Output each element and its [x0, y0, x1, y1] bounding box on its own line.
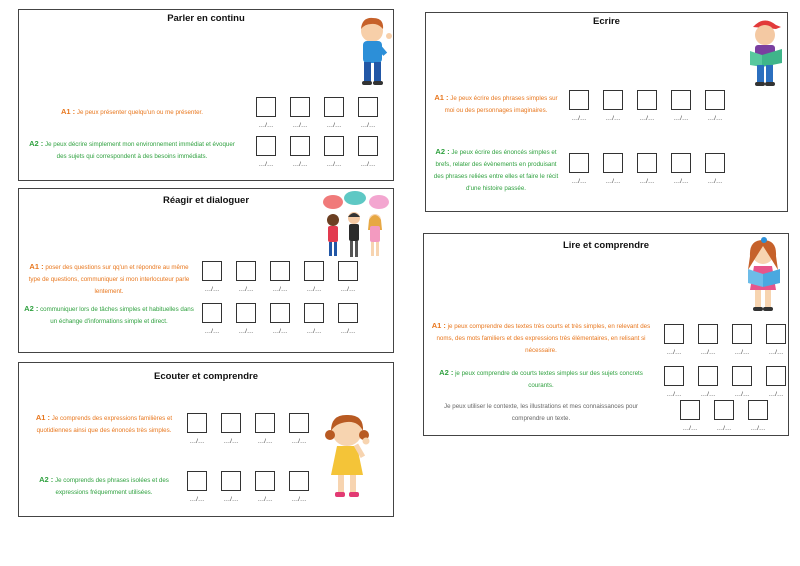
level-a1-text: je peux comprendre des textes très courts et très simples, en relevant des noms, des mots familiers et des expressions très élémentaires, en relisant si nécessaire.: [436, 323, 651, 354]
note-description: Je peux utiliser le contexte, les illustrations et mes connaissances pour comprendre un texte.: [444, 403, 638, 422]
score-placeholder: …/…: [750, 425, 766, 432]
score-box[interactable]: [290, 136, 310, 156]
a2-score-boxes: [249, 136, 385, 168]
a2-score-boxes: [180, 471, 316, 503]
level-a2-text: Je peux décrire simplement mon environnement immédiat et évoquer des sujets qui correspondent à des besoins immédiats.: [45, 141, 235, 160]
score-placeholder: …/…: [666, 391, 682, 398]
a1-score-boxes: [562, 90, 732, 122]
score-placeholder: …/…: [571, 178, 587, 185]
score-placeholder: …/…: [716, 425, 732, 432]
score-placeholder: …/…: [257, 496, 273, 503]
panel-title: Ecouter et comprendre: [154, 371, 258, 382]
score-placeholder: …/…: [682, 425, 698, 432]
score-box[interactable]: [202, 261, 222, 281]
level-a2-tag: A2 :: [435, 147, 450, 156]
a1-score-boxes: [195, 261, 365, 293]
score-placeholder: …/…: [204, 286, 220, 293]
level-a1-description: [29, 106, 235, 119]
score-box[interactable]: [338, 303, 358, 323]
score-box[interactable]: [236, 303, 256, 323]
score-placeholder: …/…: [306, 286, 322, 293]
score-box[interactable]: [358, 136, 378, 156]
score-box[interactable]: [603, 90, 623, 110]
score-placeholder: …/…: [340, 286, 356, 293]
score-box[interactable]: [705, 90, 725, 110]
level-a2-description: [29, 138, 235, 163]
boy-pointing-illustration: [356, 14, 396, 90]
panel-ecouter-et-comprendre: [18, 362, 394, 517]
level-a2-description: [430, 146, 562, 195]
girl-reading-illustration: [742, 236, 786, 316]
panel-ecrire: [425, 12, 788, 212]
a1-score-boxes: [657, 324, 793, 356]
score-placeholder: …/…: [605, 178, 621, 185]
panel-parler-en-continu: [18, 9, 394, 181]
score-placeholder: …/…: [734, 391, 750, 398]
score-box[interactable]: [304, 261, 324, 281]
score-placeholder: …/…: [272, 286, 288, 293]
score-box[interactable]: [637, 153, 657, 173]
level-a2-tag: A2 :: [29, 139, 44, 148]
score-box[interactable]: [358, 97, 378, 117]
children-talking-illustration: [319, 190, 393, 262]
panel-title: Lire et comprendre: [562, 240, 650, 251]
score-placeholder: …/…: [639, 178, 655, 185]
score-placeholder: …/…: [340, 328, 356, 335]
score-placeholder: …/…: [258, 161, 274, 168]
score-box[interactable]: [304, 303, 324, 323]
score-placeholder: …/…: [707, 115, 723, 122]
score-placeholder: …/…: [223, 496, 239, 503]
level-a1-tag: A1 :: [61, 107, 76, 116]
score-box[interactable]: [664, 366, 684, 386]
level-a2-text: je peux comprendre de courts textes simples sur des sujets concrets courants.: [455, 370, 643, 389]
score-box[interactable]: [705, 153, 725, 173]
score-box[interactable]: [289, 471, 309, 491]
score-placeholder: …/…: [700, 391, 716, 398]
score-placeholder: …/…: [734, 349, 750, 356]
score-box[interactable]: [236, 261, 256, 281]
score-box[interactable]: [732, 366, 752, 386]
score-placeholder: …/…: [571, 115, 587, 122]
a2-score-boxes: [657, 366, 793, 398]
score-placeholder: …/…: [238, 328, 254, 335]
score-placeholder: …/…: [605, 115, 621, 122]
score-placeholder: …/…: [238, 286, 254, 293]
score-box[interactable]: [748, 400, 768, 420]
score-box[interactable]: [255, 471, 275, 491]
score-box[interactable]: [324, 136, 344, 156]
a1-score-boxes: [180, 413, 316, 445]
score-box[interactable]: [569, 153, 589, 173]
score-box[interactable]: [671, 153, 691, 173]
score-box[interactable]: [256, 97, 276, 117]
score-placeholder: …/…: [306, 328, 322, 335]
level-a2-description: [29, 474, 179, 499]
level-a1-description: [23, 261, 195, 298]
score-box[interactable]: [221, 471, 241, 491]
score-box[interactable]: [289, 413, 309, 433]
score-box[interactable]: [221, 413, 241, 433]
score-placeholder: …/…: [326, 122, 342, 129]
score-box[interactable]: [714, 400, 734, 420]
level-a2-description: [23, 303, 195, 328]
level-a1-tag: A1 :: [434, 93, 449, 102]
score-box[interactable]: [671, 90, 691, 110]
score-placeholder: …/…: [360, 122, 376, 129]
level-a2-tag: A2 :: [24, 304, 39, 313]
score-placeholder: …/…: [673, 115, 689, 122]
score-placeholder: …/…: [639, 115, 655, 122]
score-placeholder: …/…: [768, 391, 784, 398]
score-box[interactable]: [680, 400, 700, 420]
score-box[interactable]: [569, 90, 589, 110]
level-a2-description: [428, 367, 654, 392]
score-placeholder: …/…: [666, 349, 682, 356]
level-a1-text: poser des questions sur qq'un et répondre au même type de questions, communiquer si mon interlocuteur parle lentement.: [28, 264, 190, 295]
score-box[interactable]: [766, 324, 786, 344]
score-box[interactable]: [603, 153, 623, 173]
score-placeholder: …/…: [258, 122, 274, 129]
panel-title: Réagir et dialoguer: [162, 195, 250, 206]
score-placeholder: …/…: [291, 438, 307, 445]
level-a1-text: Je peux présenter quelqu'un ou me présenter.: [76, 109, 203, 116]
score-box[interactable]: [766, 366, 786, 386]
panel-lire-et-comprendre: [423, 233, 789, 436]
score-box[interactable]: [270, 303, 290, 323]
score-placeholder: …/…: [768, 349, 784, 356]
score-box[interactable]: [187, 471, 207, 491]
score-placeholder: …/…: [360, 161, 376, 168]
boy-reading-illustration: [746, 15, 786, 91]
a2-score-boxes: [195, 303, 365, 335]
level-a2-tag: A2 :: [439, 368, 454, 377]
score-box[interactable]: [732, 324, 752, 344]
girl-waving-illustration: [321, 411, 375, 501]
score-placeholder: …/…: [189, 438, 205, 445]
score-box[interactable]: [202, 303, 222, 323]
score-placeholder: …/…: [291, 496, 307, 503]
score-placeholder: …/…: [292, 122, 308, 129]
score-box[interactable]: [290, 97, 310, 117]
level-a1-tag: A1 :: [35, 413, 51, 422]
panel-title: Ecrire: [593, 16, 620, 27]
score-box[interactable]: [698, 324, 718, 344]
level-a1-tag: A1 :: [431, 321, 446, 330]
level-a2-text: communiquer lors de tâches simples et habituelles dans un échange d'informations simple et direct.: [40, 306, 194, 325]
level-a2-text: Je peux écrire des énoncés simples et brefs, relater des évènements en produisant des phrases reliées entre elles et faire le récit d'une histoire passée.: [433, 149, 559, 192]
score-box[interactable]: [255, 413, 275, 433]
score-placeholder: …/…: [257, 438, 273, 445]
score-box[interactable]: [664, 324, 684, 344]
level-a1-text: Je comprends des expressions familières et quotidiennes ainsi que des énoncés très simples.: [36, 415, 173, 434]
score-placeholder: …/…: [700, 349, 716, 356]
score-placeholder: …/…: [272, 328, 288, 335]
score-placeholder: …/…: [292, 161, 308, 168]
level-a1-description: [29, 412, 179, 437]
level-a1-description: [430, 92, 562, 117]
score-placeholder: …/…: [326, 161, 342, 168]
score-box[interactable]: [256, 136, 276, 156]
a2-score-boxes: [562, 153, 732, 185]
score-box[interactable]: [324, 97, 344, 117]
level-a1-description: [428, 320, 654, 357]
level-a2-tag: A2 :: [39, 475, 54, 484]
panel-reagir-et-dialoguer: [18, 188, 394, 353]
score-placeholder: …/…: [673, 178, 689, 185]
score-box[interactable]: [698, 366, 718, 386]
score-placeholder: …/…: [707, 178, 723, 185]
level-a1-text: Je peux écrire des phrases simples sur moi ou des personnages imaginaires.: [444, 95, 558, 114]
score-box[interactable]: [338, 261, 358, 281]
panel-title: Parler en continu: [167, 13, 245, 24]
note-score-boxes: [673, 400, 775, 432]
score-box[interactable]: [187, 413, 207, 433]
a1-score-boxes: [249, 97, 385, 129]
score-placeholder: …/…: [204, 328, 220, 335]
level-a2-text: Je comprends des phrases isolées et des expressions fréquemment utilisées.: [55, 477, 169, 496]
level-a1-tag: A1 :: [29, 262, 44, 271]
score-box[interactable]: [270, 261, 290, 281]
score-placeholder: …/…: [189, 496, 205, 503]
score-placeholder: …/…: [223, 438, 239, 445]
score-box[interactable]: [637, 90, 657, 110]
